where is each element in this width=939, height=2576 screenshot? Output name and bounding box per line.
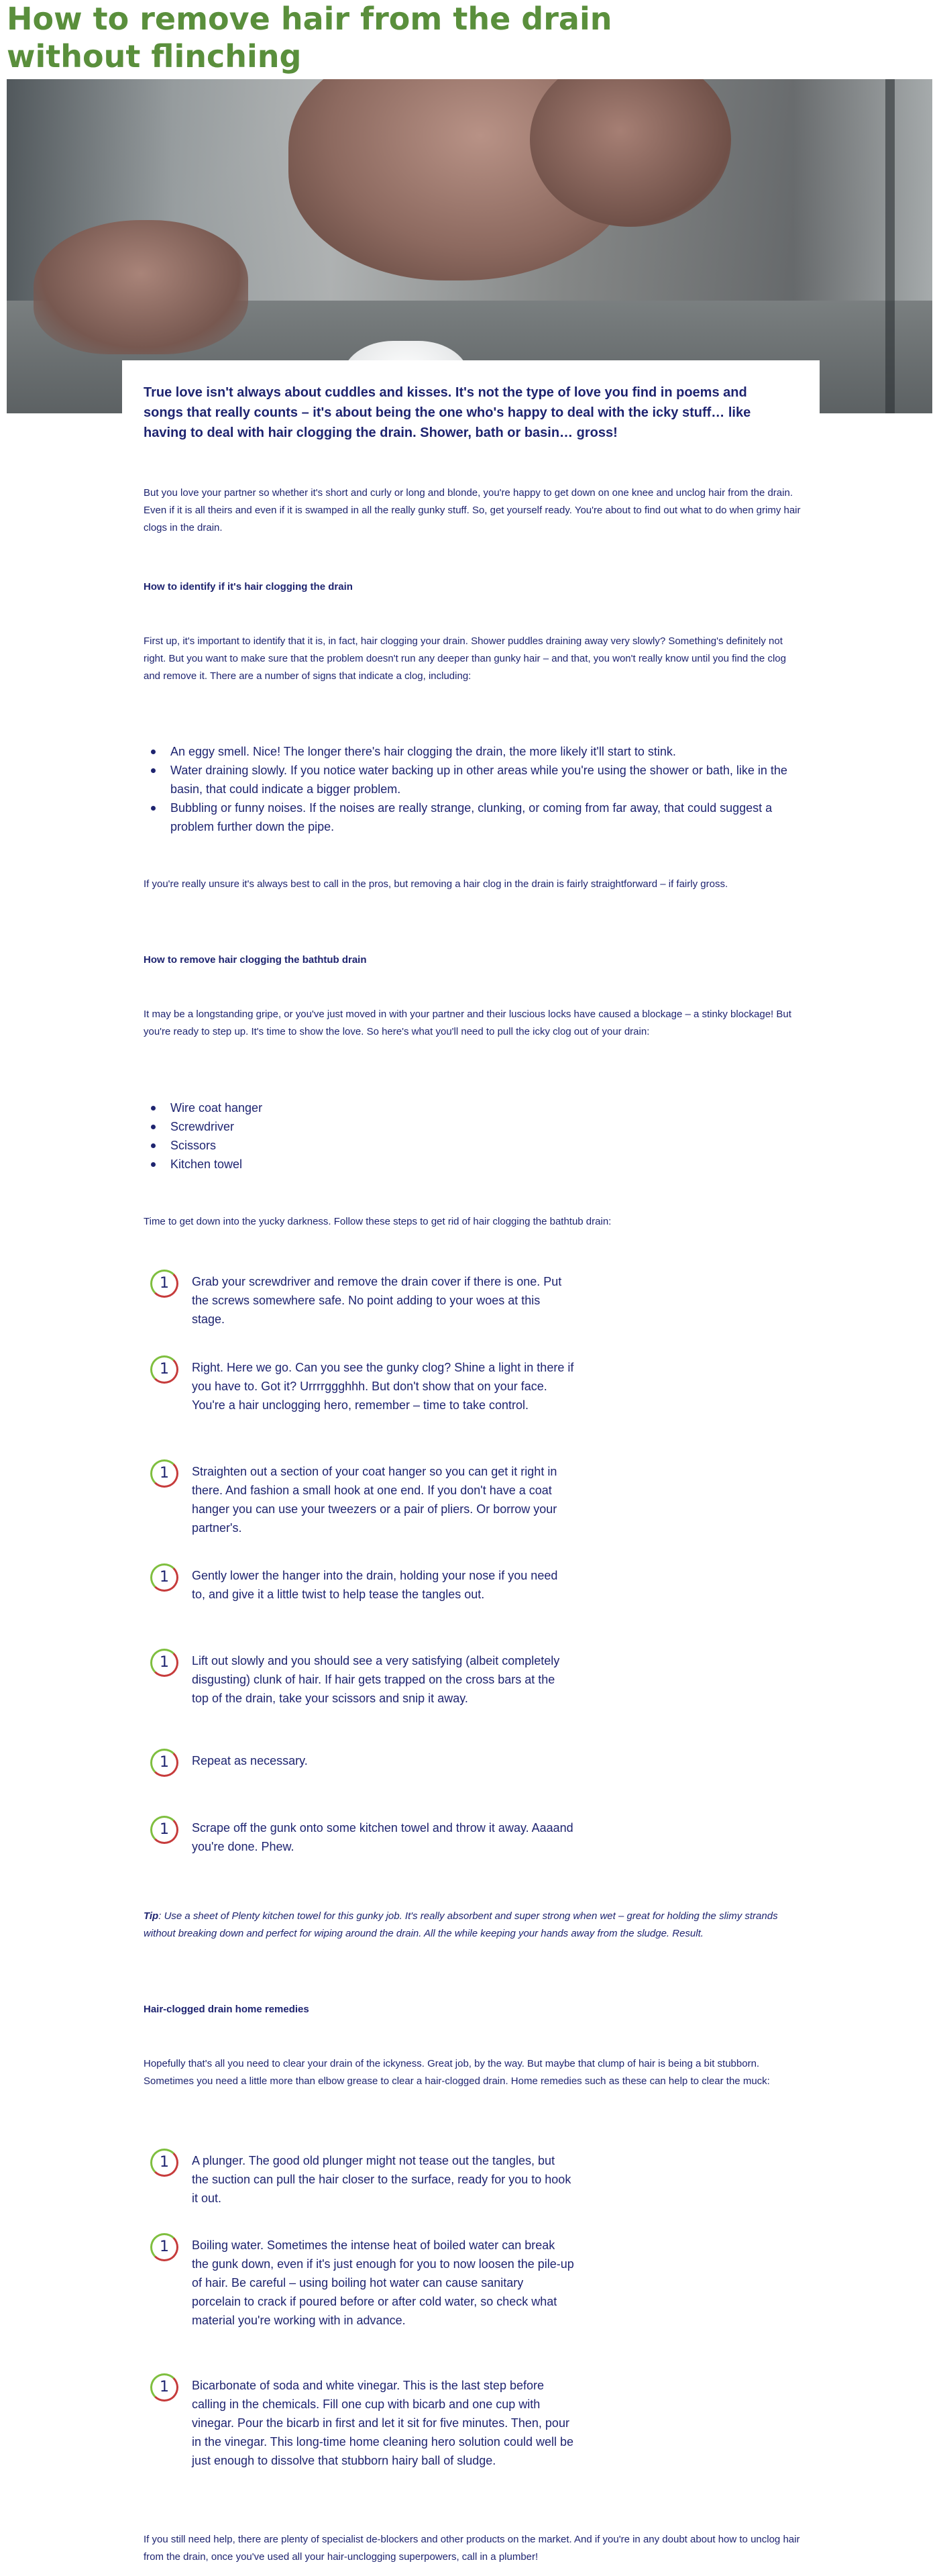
bullet-icon — [151, 750, 156, 754]
bathtub-paragraph: It may be a longstanding gripe, or you've just moved in with your partner and their luscious locks have caused a blockage – a stinky blockage! But you're ready to step up. It's time to show the love. So here's what you'll need to pull the icky clog out of your drain: — [144, 1009, 791, 1037]
heading-bathtub: How to remove hair clogging the bathtub drain — [144, 954, 367, 966]
closing-paragraph: If you still need help, there are plenty of specialist de-blockers and other products on the market. And if you're in any doubt about how to unclog hair from the drain, once you've used all your hair-unclogging superpowers, call in a plumber! — [144, 2534, 800, 2563]
tip-label: Tip — [144, 1910, 159, 1922]
steps-intro: Time to get down into the yucky darkness. Follow these steps to get rid of hair clogging the bathtub drain: — [144, 1216, 612, 1227]
list-item: Screwdriver — [144, 1117, 801, 1136]
list-item: An eggy smell. Nice! The longer there's hair clogging the drain, the more likely it'll start to stink. — [144, 742, 801, 761]
step-number-badge: 1 — [150, 1459, 178, 1488]
step-number-badge: 1 — [150, 2233, 178, 2261]
tip-text: : Use a sheet of Plenty kitchen towel for this gunky job. It's really absorbent and super strong when wet – great for holding the slimy strands without breaking down and perfect for wiping around the drain. All the while keeping your hands away from the sludge. Result. — [144, 1910, 778, 1939]
step-number-badge: 1 — [150, 1270, 178, 1298]
bullet-icon — [151, 1106, 156, 1111]
bullet-icon — [151, 1125, 156, 1129]
step-number-badge: 1 — [150, 1749, 178, 1777]
list-item: Wire coat hanger — [144, 1098, 801, 1117]
step-number-badge: 1 — [150, 2149, 178, 2177]
bullet-icon — [151, 1143, 156, 1148]
signs-list — [144, 742, 801, 836]
bullet-icon — [151, 768, 156, 773]
tools-list — [144, 1098, 801, 1174]
bullet-icon — [151, 1162, 156, 1167]
identify-paragraph: First up, it's important to identify that it is, in fact, hair clogging your drain. Shower puddles draining away very slowly? Something's definitely not right. But you want to make sure that the problem doesn't run any deeper than gunky hair – and that, you won't really know until you find the clog and remove it. There are a number of signs that indicate a clog, including: — [144, 635, 786, 682]
list-item: Water draining slowly. If you notice water backing up in other areas while you're using the shower or bath, like in the basin, that could indicate a bigger problem. — [144, 761, 801, 798]
intro-paragraph: But you love your partner so whether it's short and curly or long and blonde, you're happy to get down on one knee and unclog hair from the drain. Even if it is all theirs and even if it is swamped in all the really gunky stuff. So, get yourself ready. You're about to find out what to do when grimy hair clogs in the drain. — [144, 487, 801, 533]
list-item: Scissors — [144, 1136, 801, 1155]
intro-lead: True love isn't always about cuddles and kisses. It's not the type of love you find in poems and songs that really counts – it's about being the one who's happy to deal with the icky stuff… like having to deal with hair clogging the drain. Shower, bath or basin… gross! — [144, 385, 751, 440]
step-number-badge: 1 — [150, 1563, 178, 1592]
heading-remedies: Hair-clogged drain home remedies — [144, 2004, 309, 2015]
page-title: How to remove hair from the drain without flinching — [7, 1, 612, 74]
heading-identify: How to identify if it's hair clogging the drain — [144, 581, 353, 593]
step-number-badge: 1 — [150, 1355, 178, 1384]
identify-followup: If you're really unsure it's always best to call in the pros, but removing a hair clog in the drain is fairly straightforward – if fairly gross. — [144, 878, 728, 890]
list-item: Bubbling or funny noises. If the noises are really strange, clunking, or coming from far away, that could suggest a problem further down the pipe. — [144, 798, 801, 836]
step-number-badge: 1 — [150, 1816, 178, 1844]
tip-note — [144, 1908, 801, 1943]
step-number-badge: 1 — [150, 2373, 178, 2402]
bullet-icon — [151, 806, 156, 811]
step-number-badge: 1 — [150, 1649, 178, 1677]
remedies-paragraph: Hopefully that's all you need to clear your drain of the ickyness. Great job, by the way. But maybe that clump of hair is being a bit stubborn. Sometimes you need a little more than elbow grease to clear a hair-clogged drain. Home remedies such as these can help to clear the muck: — [144, 2058, 770, 2087]
list-item: Kitchen towel — [144, 1155, 801, 1174]
